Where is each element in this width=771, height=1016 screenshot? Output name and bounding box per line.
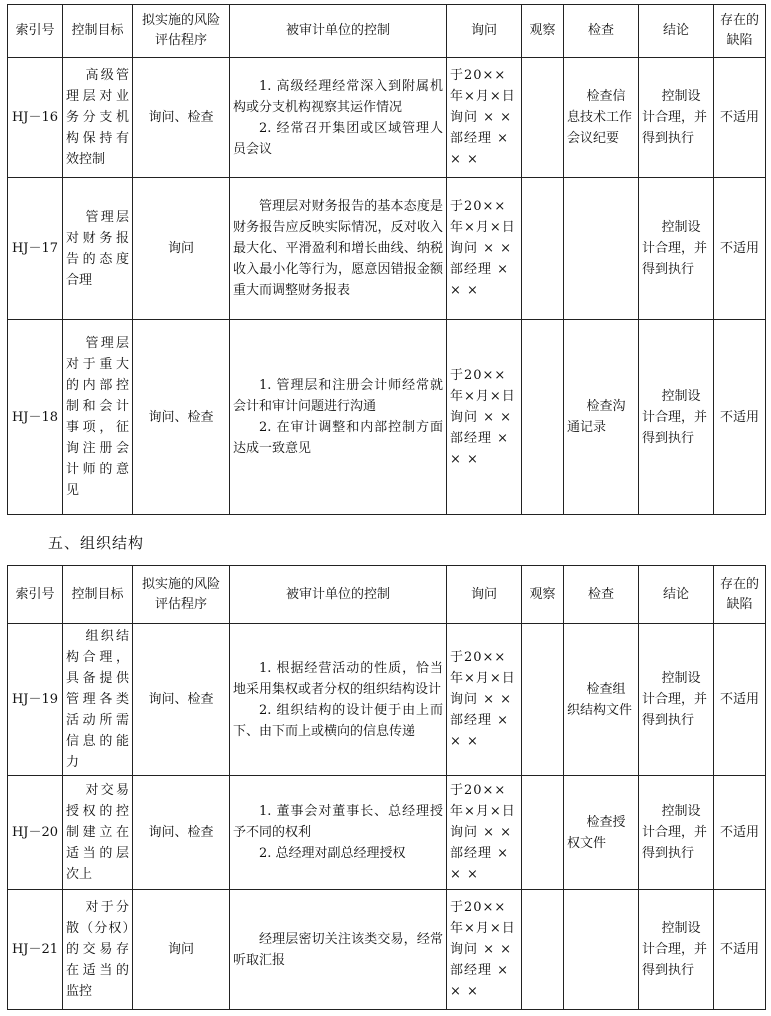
observe-cell xyxy=(522,178,564,320)
deficiency-cell: 不适用 xyxy=(714,890,766,1010)
inquiry-text-line: 询问 × × xyxy=(450,942,513,957)
table-row xyxy=(8,320,766,515)
inquiry-text-line: 年×月×日 xyxy=(450,921,516,936)
index-cell: HJ－17 xyxy=(8,178,63,320)
control-text-line: 1. 根据经营活动的性质，恰当地采用集权或者分权的组织结构设计 xyxy=(233,660,443,697)
control-goal-cell: 管理层对于重大的内部控制和会计事项，征询注册会计师的意见 xyxy=(63,320,133,515)
header-row xyxy=(8,5,766,58)
control-goal-cell: 管理层对财务报告的态度合理 xyxy=(63,178,133,320)
inquiry-text-line: × × xyxy=(450,451,479,467)
inquiry-text-line: 部经理 × xyxy=(450,713,510,728)
header-deficiency: 存在的缺陷 xyxy=(714,566,766,624)
inspect-cell: 检查信息技术工作会议纪要 xyxy=(564,58,639,178)
inquiry-cell xyxy=(447,320,522,515)
inquiry-text-line: × × xyxy=(450,283,479,298)
control-cell xyxy=(230,890,447,1010)
header-observe: 观察 xyxy=(522,5,564,58)
control-goal-cell: 对交易授权的控制建立在适当的层次上 xyxy=(63,776,133,890)
deficiency-cell: 不适用 xyxy=(714,58,766,178)
header-control: 被审计单位的控制 xyxy=(230,566,447,624)
procedure-cell: 询问、检查 xyxy=(133,624,230,776)
inquiry-text-line: × × xyxy=(450,734,479,749)
inquiry-cell xyxy=(447,178,522,320)
header-row xyxy=(8,566,766,624)
inquiry-text-line: 年×月×日 xyxy=(450,89,516,104)
deficiency-cell: 不适用 xyxy=(714,178,766,320)
index-cell: HJ－21 xyxy=(8,890,63,1010)
inquiry-text-line: 于20×× xyxy=(450,367,507,383)
inquiry-text-line: 询问 × × xyxy=(450,692,513,707)
header-inspect: 检查 xyxy=(564,5,639,58)
control-cell xyxy=(230,776,447,890)
table-row xyxy=(8,178,766,320)
index-cell: HJ－16 xyxy=(8,58,63,178)
control-goal-cell: 组织结构合理，具备提供管理各类活动所需信息的能力 xyxy=(63,624,133,776)
inquiry-text-line: 于20×× xyxy=(450,900,507,915)
inquiry-text-line: 部经理 × xyxy=(450,131,510,146)
conclusion-cell: 控制设计合理，并得到执行 xyxy=(639,178,714,320)
deficiency-cell: 不适用 xyxy=(714,320,766,515)
inspect-cell xyxy=(564,178,639,320)
control-cell xyxy=(230,58,447,178)
conclusion-cell: 控制设计合理，并得到执行 xyxy=(639,890,714,1010)
header-control: 被审计单位的控制 xyxy=(230,5,447,58)
header-observe: 观察 xyxy=(522,566,564,624)
deficiency-cell: 不适用 xyxy=(714,776,766,890)
control-text-line: 1. 高级经理经常深入到附属机构或分支机构视察其运作情况 xyxy=(233,78,443,115)
inquiry-text-line: 于20×× xyxy=(450,650,507,665)
header-conclusion: 结论 xyxy=(639,566,714,624)
table-row xyxy=(8,624,766,776)
inquiry-text-line: 于20×× xyxy=(450,783,507,798)
inquiry-text-line: 年×月×日 xyxy=(450,804,516,819)
inquiry-text-line: 部经理 × xyxy=(450,846,510,861)
procedure-cell: 询问、检查 xyxy=(133,776,230,890)
header-index: 索引号 xyxy=(8,566,63,624)
risk-assessment-table-1 xyxy=(7,4,766,515)
control-text-line: 2. 总经理对副总经理授权 xyxy=(259,846,406,861)
header-procedure: 拟实施的风险评估程序 xyxy=(133,5,230,58)
header-inquiry: 询问 xyxy=(447,5,522,58)
inquiry-cell xyxy=(447,58,522,178)
control-goal-cell: 高级管理层对业务分支机构保持有效控制 xyxy=(63,58,133,178)
control-text-line: 2. 在审计调整和内部控制方面达成一致意见 xyxy=(233,420,443,456)
table-row xyxy=(8,776,766,890)
inquiry-text-line: 询问 × × xyxy=(450,825,513,840)
control-text-line: 经理层密切关注该类交易，经常听取汇报 xyxy=(233,931,443,968)
observe-cell xyxy=(522,320,564,515)
control-text-line: 管理层对财务报告的基本态度是财务报告应反映实际情况，反对收入最大化、平滑盈利和增长曲线、纳税收入最小化等行为，愿意因错报金额重大而调整财务报表 xyxy=(233,199,443,298)
inquiry-text-line: 部经理 × xyxy=(450,262,510,277)
header-conclusion: 结论 xyxy=(639,5,714,58)
header-index: 索引号 xyxy=(8,5,63,58)
conclusion-cell: 控制设计合理，并得到执行 xyxy=(639,624,714,776)
header-procedure: 拟实施的风险评估程序 xyxy=(133,566,230,624)
observe-cell xyxy=(522,890,564,1010)
inquiry-text-line: × × xyxy=(450,867,479,882)
observe-cell xyxy=(522,58,564,178)
risk-assessment-table-2 xyxy=(7,565,766,1010)
section-title: 五、组织结构 xyxy=(48,534,145,552)
header-goal: 控制目标 xyxy=(63,566,133,624)
index-cell: HJ－18 xyxy=(8,320,63,515)
inspect-cell xyxy=(564,890,639,1010)
inquiry-text-line: 于20×× xyxy=(450,68,507,83)
index-cell: HJ－20 xyxy=(8,776,63,890)
inquiry-text-line: 部经理 × xyxy=(450,430,510,446)
observe-cell xyxy=(522,776,564,890)
inquiry-text-line: × × xyxy=(450,152,479,167)
inquiry-cell xyxy=(447,624,522,776)
deficiency-cell: 不适用 xyxy=(714,624,766,776)
inquiry-text-line: × × xyxy=(450,984,479,999)
inquiry-text-line: 询问 × × xyxy=(450,110,513,125)
inquiry-text-line: 年×月×日 xyxy=(450,671,516,686)
table-row xyxy=(8,58,766,178)
inspect-cell: 检查授权文件 xyxy=(564,776,639,890)
header-inspect: 检查 xyxy=(564,566,639,624)
procedure-cell: 询问 xyxy=(133,178,230,320)
header-goal: 控制目标 xyxy=(63,5,133,58)
control-cell xyxy=(230,320,447,515)
inquiry-text-line: 询问 × × xyxy=(450,241,513,256)
conclusion-cell: 控制设计合理，并得到执行 xyxy=(639,320,714,515)
inquiry-cell xyxy=(447,890,522,1010)
control-goal-cell: 对于分散（分权）的交易存在适当的监控 xyxy=(63,890,133,1010)
inspect-cell: 检查组织结构文件 xyxy=(564,624,639,776)
inquiry-text-line: 部经理 × xyxy=(450,963,510,978)
inquiry-text-line: 于20×× xyxy=(450,199,507,214)
header-deficiency: 存在的缺陷 xyxy=(714,5,766,58)
control-cell xyxy=(230,178,447,320)
observe-cell xyxy=(522,624,564,776)
procedure-cell: 询问、检查 xyxy=(133,320,230,515)
control-text-line: 1. 董事会对董事长、总经理授予不同的权利 xyxy=(233,804,443,840)
inquiry-text-line: 询问 × × xyxy=(450,409,513,425)
inquiry-text-line: 年×月×日 xyxy=(450,220,516,235)
conclusion-cell: 控制设计合理，并得到执行 xyxy=(639,776,714,890)
conclusion-cell: 控制设计合理，并得到执行 xyxy=(639,58,714,178)
control-text-line: 2. 经常召开集团或区域管理人员会议 xyxy=(233,120,443,157)
procedure-cell: 询问 xyxy=(133,890,230,1010)
control-cell xyxy=(230,624,447,776)
index-cell: HJ－19 xyxy=(8,624,63,776)
control-text-line: 2. 组织结构的设计便于由上而下、由下而上或横向的信息传递 xyxy=(233,702,443,739)
control-text-line: 1. 管理层和注册会计师经常就会计和审计问题进行沟通 xyxy=(233,378,443,414)
inspect-cell: 检查沟通记录 xyxy=(564,320,639,515)
procedure-cell: 询问、检查 xyxy=(133,58,230,178)
inquiry-cell xyxy=(447,776,522,890)
table-row xyxy=(8,890,766,1010)
inquiry-text-line: 年×月×日 xyxy=(450,388,516,404)
header-inquiry: 询问 xyxy=(447,566,522,624)
